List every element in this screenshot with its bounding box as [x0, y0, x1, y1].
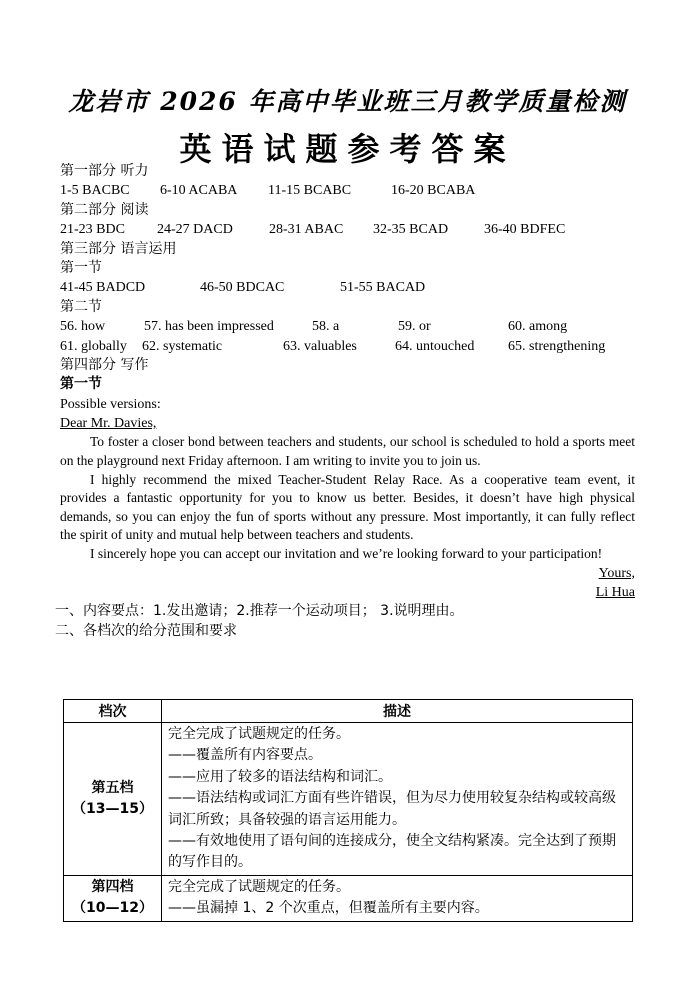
- answer-group: 46-50 BDCAC: [200, 280, 285, 296]
- letter-paragraph-1: To foster a closer bond between teachers and students, our school is scheduled to hold a sports meet on the playground next Friday afternoon. I am writing to invite you to join us.: [60, 434, 635, 469]
- cloze-answer: 61. globally: [60, 338, 127, 354]
- possible-versions-label: Possible versions:: [60, 396, 161, 412]
- cloze-answer: 62. systematic: [142, 338, 223, 354]
- grade-description-cell: [162, 875, 633, 921]
- part3-heading: 第三部分 语言运用: [60, 240, 177, 257]
- letter-signature: Li Hua: [595, 585, 635, 601]
- description-line: ——应用了较多的语法结构和词汇。: [168, 768, 392, 785]
- part3-section2-row2: [60, 337, 635, 356]
- grade-score-range: （10—12）: [72, 900, 153, 917]
- part2-answers: [60, 220, 635, 239]
- description-line: ——语法结构或词汇方面有些许错误，但为尽力使用较复杂结构或较高级词汇所致；具备较强的语言运用能力。: [168, 790, 616, 828]
- cloze-answer: 58. a: [312, 319, 340, 335]
- exam-title: 龙岩市 2026 年高中毕业班三月教学质量检测: [68, 87, 627, 116]
- content-points: 一、内容要点：1.发出邀请；2.推荐一个运动项目； 3.说明理由。: [55, 603, 464, 620]
- part2-heading: 第二部分 阅读: [60, 201, 149, 218]
- description-line: 完全完成了试题规定的任务。: [168, 878, 350, 895]
- grading-table: [63, 699, 633, 922]
- cloze-answer: 57. has been impressed: [144, 319, 274, 335]
- part3-section2-row1: [60, 317, 635, 336]
- answer-group: 51-55 BACAD: [340, 280, 426, 296]
- answer-group: 28-31 ABAC: [269, 222, 344, 238]
- letter-greeting: Dear Mr. Davies,: [60, 416, 157, 432]
- cloze-answer: 56. how: [60, 319, 106, 335]
- answer-group: 16-20 BCABA: [391, 183, 476, 199]
- answer-key-title: 英语试题参考答案: [179, 130, 516, 168]
- description-line: ——有效地使用了语句间的连接成分，使全文结构紧凑。完全达到了预期的写作目的。: [168, 833, 616, 871]
- grade-level-cell: [64, 875, 162, 921]
- grade-score-range: （13—15）: [72, 800, 153, 817]
- grade-level-name: 第四档: [91, 879, 134, 896]
- description-line: ——覆盖所有内容要点。: [168, 747, 322, 764]
- score-ranges-heading: 二、各档次的给分范围和要求: [55, 622, 237, 639]
- part3-section2-heading: 第二节: [60, 298, 102, 315]
- cloze-answer: 64. untouched: [395, 338, 475, 354]
- cloze-answer: 59. or: [398, 319, 431, 335]
- answer-group: 11-15 BCABC: [268, 183, 352, 199]
- cloze-answer: 65. strengthening: [508, 338, 606, 354]
- cloze-answer: 60. among: [508, 319, 568, 335]
- answer-content: [55, 162, 635, 641]
- table-row: [64, 875, 633, 921]
- letter-paragraph-2: I highly recommend the mixed Teacher-Student Relay Race. As a cooperative team event, it provides a fantastic opportunity for you to know us better. Besides, it doesn’t have high physical demands, so you can enjoy the fun of sports without any pressure. Most importantly, it can fully reflect the spirit of unity and mutual help between teachers and students.: [60, 471, 635, 543]
- part1-answers: [60, 181, 635, 200]
- table-row: [64, 723, 633, 876]
- letter-closing: Yours,: [598, 565, 635, 581]
- part1-heading: 第一部分 听力: [60, 163, 149, 179]
- grade-description-cell: [162, 723, 633, 876]
- part4-section1-heading: 第一节: [60, 376, 102, 393]
- answer-group: 32-35 BCAD: [373, 222, 449, 238]
- answer-group: 24-27 DACD: [157, 222, 233, 238]
- part4-heading: 第四部分 写作: [60, 356, 149, 373]
- letter-paragraph-3: I sincerely hope you can accept our invitation and we’re looking forward to your participation!: [90, 546, 603, 562]
- part3-section1-answers: [60, 278, 635, 297]
- description-line: ——虽漏掉 1、2 个次重点，但覆盖所有主要内容。: [168, 900, 489, 917]
- answer-group: 6-10 ACABA: [160, 183, 238, 199]
- description-line: 完全完成了试题规定的任务。: [168, 726, 350, 742]
- column-header-description: 描述: [162, 700, 633, 723]
- column-header-level: 档次: [64, 700, 162, 723]
- part3-section1-heading: 第一节: [60, 259, 102, 276]
- answer-group: 21-23 BDC: [60, 222, 125, 238]
- table-header-row: [64, 700, 633, 723]
- answer-group: 41-45 BADCD: [60, 280, 146, 296]
- grade-level-name: 第五档: [91, 779, 134, 796]
- grade-level-cell: [64, 723, 162, 876]
- answer-group: 1-5 BACBC: [60, 183, 130, 199]
- cloze-answer: 63. valuables: [283, 338, 357, 354]
- answer-group: 36-40 BDFEC: [484, 222, 566, 238]
